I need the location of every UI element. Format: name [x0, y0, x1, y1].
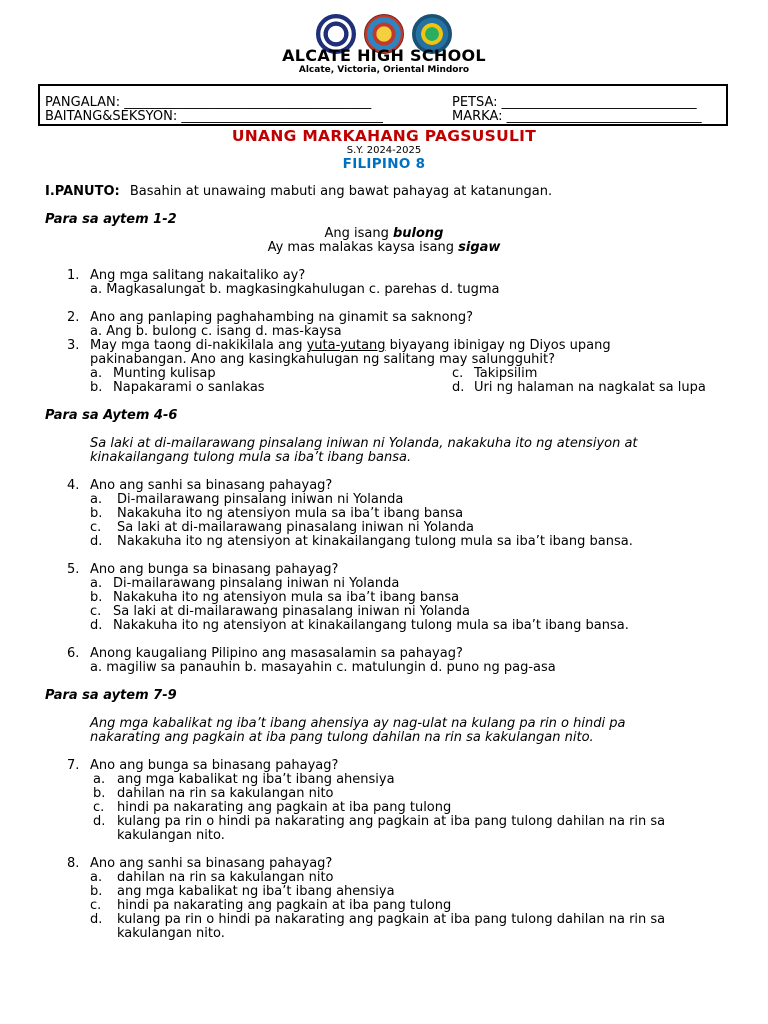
- option-letter: b.: [90, 590, 103, 605]
- option-letter: b.: [90, 884, 103, 899]
- question-number: 8.: [67, 856, 80, 871]
- question-text: pakinabangan. Ano ang kasingkahulugan ng salitang may salungguhit?: [90, 352, 556, 367]
- score-field[interactable]: MARKA: ______________________________: [452, 109, 702, 124]
- option-text: Nakakuha ito ng atensiyon at kinakailangang tulong mula sa iba’t ibang bansa.: [113, 618, 629, 633]
- question-number: 5.: [67, 562, 80, 577]
- option-letter: a.: [90, 366, 103, 381]
- question-options: a. magiliw sa panauhin b. masayahin c. matulungin d. puno ng pag-asa: [90, 660, 556, 675]
- option-text: Munting kulisap: [113, 366, 216, 381]
- question-options: a. Magkasalungat b. magkasingkahulugan c. parehas d. tugma: [90, 282, 500, 297]
- option-letter: d.: [90, 534, 103, 549]
- option-letter: c.: [90, 604, 102, 619]
- option-letter: c.: [90, 520, 102, 535]
- poem-line: Ay mas malakas kaysa isang sigaw: [267, 240, 501, 255]
- option-letter: a.: [90, 576, 103, 591]
- option-text: dahilan na rin sa kakulangan nito: [117, 870, 334, 885]
- question-text: Ang mga salitang nakaitaliko ay?: [90, 268, 306, 283]
- option-text: ang mga kabalikat ng iba’t ibang ahensiya: [117, 772, 395, 787]
- option-text: Uri ng halaman na nagkalat sa lupa: [474, 380, 706, 395]
- option-text: Di-mailarawang pinsalang iniwan ni Yolanda: [117, 492, 404, 507]
- question-number: 2.: [67, 310, 80, 325]
- option-letter: d.: [90, 618, 103, 633]
- option-text: Sa laki at di-mailarawang pinasalang iniwan ni Yolanda: [113, 604, 470, 619]
- option-letter: b.: [93, 786, 106, 801]
- option-text: kakulangan nito.: [117, 828, 225, 843]
- question-number: 1.: [67, 268, 80, 283]
- option-letter: d.: [93, 814, 106, 829]
- school-year: S.Y. 2024-2025: [346, 145, 422, 156]
- exam-title: UNANG MARKAHANG PAGSUSULIT: [231, 127, 537, 145]
- instructions: [45, 184, 552, 199]
- section-heading: Para sa aytem 1-2: [45, 212, 177, 227]
- grade-section-field[interactable]: BAITANG&SEKSYON: _______________________________: [45, 109, 383, 124]
- passage-text: Ang mga kabalikat ng iba’t ibang ahensiya ay nag-ulat na kulang pa rin o hindi pa: [90, 716, 626, 731]
- question-number: 3.: [67, 338, 80, 353]
- option-text: hindi pa nakarating ang pagkain at iba pang tulong: [117, 898, 452, 913]
- option-letter: b.: [90, 506, 103, 521]
- question-text: Ano ang bunga sa binasang pahayag?: [90, 758, 339, 773]
- question-number: 4.: [67, 478, 80, 493]
- question-options: a. Ang b. bulong c. isang d. mas-kaysa: [90, 324, 342, 339]
- question-text: Ano ang panlaping paghahambing na ginamit sa saknong?: [90, 310, 473, 325]
- option-text: dahilan na rin sa kakulangan nito: [117, 786, 334, 801]
- section-heading: Para sa aytem 7-9: [45, 688, 177, 703]
- school-name: ALCATE HIGH SCHOOL: [282, 46, 486, 65]
- question-text: Ano ang sanhi sa binasang pahayag?: [90, 478, 333, 493]
- option-text: hindi pa nakarating ang pagkain at iba pang tulong: [117, 800, 452, 815]
- underlined-word: yuta-yutang: [306, 338, 386, 353]
- instructions-text: Basahin at unawaing mabuti ang bawat pahayag at katanungan.: [129, 184, 553, 199]
- option-letter: c.: [90, 898, 102, 913]
- option-letter: b.: [90, 380, 103, 395]
- option-text: kakulangan nito.: [117, 926, 225, 941]
- passage-text: nakarating ang pagkain at iba pang tulong dahilan na rin sa kakulangan nito.: [90, 730, 594, 745]
- poem-line: Ang isang bulong: [324, 226, 444, 241]
- passage-text: kinakailangang tulong mula sa iba’t ibang bansa.: [90, 450, 412, 465]
- option-letter: a.: [93, 772, 106, 787]
- option-text: ang mga kabalikat ng iba’t ibang ahensiya: [117, 884, 395, 899]
- option-text: kulang pa rin o hindi pa nakarating ang pagkain at iba pang tulong dahilan na rin sa: [117, 814, 666, 829]
- option-letter: d.: [452, 380, 465, 395]
- option-letter: c.: [93, 800, 105, 815]
- option-letter: d.: [90, 912, 103, 927]
- option-letter: a.: [90, 870, 103, 885]
- school-address: Alcate, Victoria, Oriental Mindoro: [298, 65, 470, 75]
- name-field[interactable]: PANGALAN: ______________________________________: [45, 95, 372, 110]
- option-letter: a.: [90, 492, 103, 507]
- option-text: Sa laki at di-mailarawang pinasalang iniwan ni Yolanda: [117, 520, 474, 535]
- section-heading: Para sa Aytem 4-6: [45, 408, 178, 423]
- option-text: kulang pa rin o hindi pa nakarating ang pagkain at iba pang tulong dahilan na rin sa: [117, 912, 666, 927]
- option-letter: c.: [452, 366, 464, 381]
- question-number: 6.: [67, 646, 80, 661]
- option-text: Takipsilim: [474, 366, 538, 381]
- option-text: Nakakuha ito ng atensiyon mula sa iba’t ibang bansa: [117, 506, 464, 521]
- question-text: Ano ang bunga sa binasang pahayag?: [90, 562, 339, 577]
- date-field[interactable]: PETSA: ______________________________: [452, 95, 697, 110]
- option-text: Di-mailarawang pinsalang iniwan ni Yolanda: [113, 576, 400, 591]
- question-text: Ano ang sanhi sa binasang pahayag?: [90, 856, 333, 871]
- question-text: Anong kaugaliang Pilipino ang masasalamin sa pahayag?: [90, 646, 463, 661]
- instructions-label: I.PANUTO:: [45, 184, 120, 199]
- question-text: May mga taong di-nakikilala ang yuta-yutang biyayang ibinigay ng Diyos upang: [90, 338, 611, 353]
- subject-title: FILIPINO 8: [342, 156, 426, 172]
- option-text: Nakakuha ito ng atensiyon at kinakailangang tulong mula sa iba’t ibang bansa.: [117, 534, 633, 549]
- question-number: 7.: [67, 758, 80, 773]
- option-text: Nakakuha ito ng atensiyon mula sa iba’t ibang bansa: [113, 590, 460, 605]
- option-text: Napakarami o sanlakas: [113, 380, 265, 395]
- passage-text: Sa laki at di-mailarawang pinsalang iniwan ni Yolanda, nakakuha ito ng atensiyon at: [90, 436, 638, 451]
